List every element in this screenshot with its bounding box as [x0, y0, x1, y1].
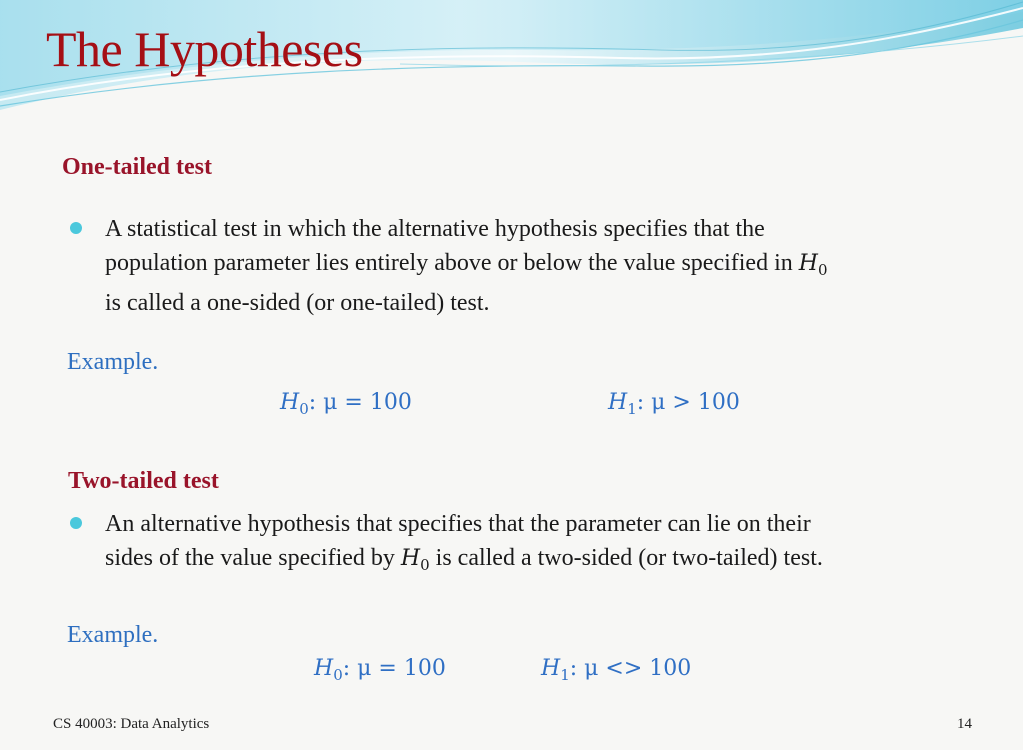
one-tailed-alternative-hypothesis: $H_1$: μ > 100	[608, 390, 740, 418]
bullet-icon	[70, 517, 82, 529]
footer-page-number: 14	[957, 716, 972, 732]
one-tailed-example-label: Example.	[67, 349, 159, 375]
bullet-icon	[70, 222, 82, 234]
two-tailed-description	[105, 508, 965, 582]
one-tailed-line-2	[105, 247, 965, 288]
slide-title: The Hypotheses	[46, 21, 363, 77]
footer-course-name: CS 40003: Data Analytics	[53, 716, 210, 732]
one-tailed-line-3: is called a one-sided (or one-tailed) test.	[105, 290, 490, 316]
two-tailed-line-2: sides of the value specified by $H_0$ is called a two-sided (or two-tailed) test.	[105, 544, 823, 574]
two-tailed-example-label: Example.	[67, 622, 159, 648]
two-tailed-alternative-hypothesis: $H_1$: μ <> 100	[541, 656, 692, 684]
one-tailed-line-2-text: population parameter lies entirely above or below the value specified in	[105, 249, 793, 276]
two-tailed-line-1: An alternative hypothesis that specifies that the parameter can lie on their	[105, 511, 811, 537]
inline-h0-symbol: $H_0$	[798, 250, 828, 279]
two-tailed-heading: Two-tailed test	[68, 468, 219, 494]
one-tailed-null-hypothesis: $H_0$: μ = 100	[280, 390, 412, 418]
inline-h0-symbol: $H_0$	[400, 545, 430, 574]
one-tailed-description	[105, 213, 965, 321]
two-tailed-null-hypothesis: $H_0$: μ = 100	[314, 656, 446, 684]
one-tailed-line-1: A statistical test in which the alternative hypothesis specifies that the	[105, 216, 765, 242]
one-tailed-heading: One-tailed test	[62, 154, 212, 180]
